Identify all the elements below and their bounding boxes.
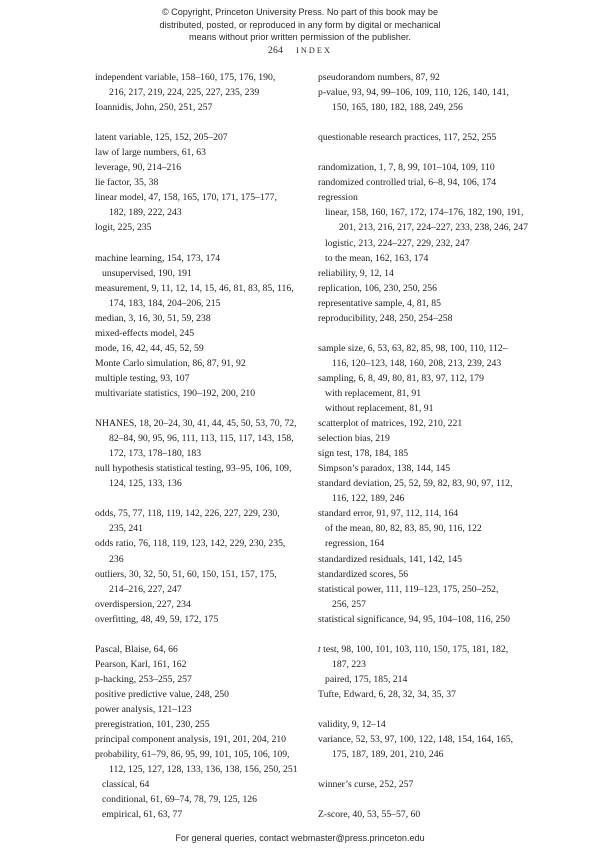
running-head (0, 45, 600, 56)
index-column-right (318, 70, 533, 822)
index-entry: statistical significance, 94, 95, 104–108, 116, 250 (318, 613, 511, 625)
index-entry: validity, 9, 12–14 (318, 719, 386, 731)
index-entry: lie factor, 35, 38 (95, 177, 159, 189)
index-subentry: paired, 175, 185, 214 (325, 673, 408, 685)
index-entry: linear model, 47, 158, 165, 170, 171, 175–177, (95, 192, 277, 204)
index-entry: Ioannidis, John, 250, 251, 257 (95, 102, 213, 114)
index-group-separator (318, 702, 533, 717)
index-entry: sample size, 6, 53, 63, 82, 85, 98, 100, 110, 112– (318, 342, 508, 354)
index-subentry: of the mean, 80, 82, 83, 85, 90, 116, 122 (325, 523, 482, 535)
index-subentry: without replacement, 81, 91 (325, 403, 434, 415)
index-entry: odds, 75, 77, 118, 119, 142, 226, 227, 229, 230, (95, 508, 280, 520)
index-entry-continuation: 187, 223 (332, 658, 366, 670)
index-entry-continuation: 214–216, 227, 247 (109, 583, 182, 595)
copyright-line-1: © Copyright, Princeton University Press. No part of this book may be (161, 7, 439, 17)
copyright-line-2: distributed, posted, or reproduced in any form by digital or mechanical (159, 19, 441, 30)
index-subentry: logistic, 213, 224–227, 229, 232, 247 (325, 237, 470, 249)
index-entry-continuation: 236 (109, 553, 124, 565)
index-entry: p-hacking, 253–255, 257 (95, 673, 192, 685)
index-group-separator (318, 762, 533, 777)
index-entry-continuation: 172, 173, 178–180, 183 (109, 448, 202, 460)
running-head-label: INDEX (296, 46, 332, 55)
index-entry-continuation: 201, 213, 216, 217, 224–227, 233, 238, 246, 247 (339, 222, 528, 234)
index-entry: t test, 98, 100, 101, 103, 110, 150, 175, 181, 182, (318, 643, 509, 655)
index-entry: Simpson’s paradox, 138, 144, 145 (318, 463, 451, 475)
index-entry: selection bias, 219 (318, 433, 390, 445)
index-entry: outliers, 30, 32, 50, 51, 60, 150, 151, 157, 175, (95, 568, 277, 580)
index-entry: questionable research practices, 117, 252, 255 (318, 132, 497, 144)
copyright-notice (95, 6, 505, 44)
index-entry: standardized residuals, 141, 142, 145 (318, 553, 462, 565)
index-entry: multiple testing, 93, 107 (95, 372, 190, 384)
index-entry: randomization, 1, 7, 8, 99, 101–104, 109, 110 (318, 162, 495, 174)
page-number: 264 (268, 45, 284, 56)
index-subentry: linear, 158, 160, 167, 172, 174–176, 182, 190, 191, (325, 207, 524, 219)
index-subentry: to the mean, 162, 163, 174 (325, 252, 429, 264)
index-subentry: conditional, 61, 69–74, 78, 79, 125, 126 (102, 794, 257, 806)
index-group-separator (95, 627, 310, 642)
index-entry-continuation: 175, 187, 189, 201, 210, 246 (332, 749, 444, 761)
index-subentry: with replacement, 81, 91 (325, 387, 422, 399)
copyright-line-3: means without prior written permission of the publisher. (189, 32, 411, 43)
index-entry: independent variable, 158–160, 175, 176, 190, (95, 72, 276, 83)
index-subentry: regression, 164 (325, 538, 385, 550)
index-entry: replication, 106, 230, 250, 256 (318, 282, 437, 294)
index-group-separator (318, 792, 533, 807)
index-entry: power analysis, 121–123 (95, 703, 192, 715)
index-entry-continuation: 235, 241 (109, 523, 143, 535)
index-entry: Pearson, Karl, 161, 162 (95, 658, 187, 670)
index-entry: logit, 225, 235 (95, 222, 152, 234)
index-entry: variance, 52, 53, 97, 100, 122, 148, 154, 164, 165, (318, 734, 514, 746)
index-group-separator (318, 627, 533, 642)
index-entry: Z-score, 40, 53, 55–57, 60 (318, 809, 421, 821)
index-entry: overfitting, 48, 49, 59, 172, 175 (95, 613, 219, 625)
index-entry: reliability, 9, 12, 14 (318, 267, 394, 279)
index-entry: reproducibility, 248, 250, 254–258 (318, 312, 453, 324)
index-entry-continuation: 216, 217, 219, 224, 225, 227, 235, 239 (109, 87, 260, 99)
index-entry: NHANES, 18, 20–24, 30, 41, 44, 45, 50, 53, 70, 72, (95, 418, 297, 430)
index-group-separator (95, 401, 310, 416)
index-group-separator (95, 236, 310, 251)
index-entry: sign test, 178, 184, 185 (318, 448, 409, 460)
index-group-separator (318, 145, 533, 160)
index-entry: odds ratio, 76, 118, 119, 123, 142, 229, 230, 235, (95, 538, 286, 550)
index-entry: leverage, 90, 214–216 (95, 162, 182, 174)
index-entry: winner’s curse, 252, 257 (318, 779, 414, 791)
index-entry-continuation: 124, 125, 133, 136 (109, 478, 182, 490)
index-entry: standardized scores, 56 (318, 568, 409, 580)
index-entry: randomized controlled trial, 6–8, 94, 106, 174 (318, 177, 497, 189)
index-subentry: empirical, 61, 63, 77 (102, 809, 183, 821)
index-entry: median, 3, 16, 30, 51, 59, 238 (95, 312, 211, 324)
index-column-left (95, 70, 310, 822)
italic-term: t (318, 643, 321, 655)
index-entry: latent variable, 125, 152, 205–207 (95, 132, 228, 144)
index-entry: measurement, 9, 11, 12, 14, 15, 46, 81, 83, 85, 116, (95, 282, 294, 294)
index-entry: preregistration, 101, 230, 255 (95, 719, 210, 731)
index-entry: p-value, 93, 94, 99–106, 109, 110, 126, 140, 141, (318, 87, 509, 99)
index-entry: standard error, 91, 97, 112, 114, 164 (318, 508, 459, 520)
index-group-separator (318, 115, 533, 130)
index-entry: overdispersion, 227, 234 (95, 598, 191, 610)
index-group-separator (95, 491, 310, 506)
index-subentry: classical, 64 (102, 779, 150, 791)
index-entry: statistical power, 111, 119–123, 175, 250–252, (318, 583, 499, 595)
index-entry-continuation: 256, 257 (332, 598, 366, 610)
index-entry-continuation: 116, 120–123, 148, 160, 208, 213, 239, 243 (332, 357, 502, 369)
index-entry: scatterplot of matrices, 192, 210, 221 (318, 418, 463, 430)
index-entry: multivariate statistics, 190–192, 200, 210 (95, 387, 256, 399)
index-entry-continuation: 182, 189, 222, 243 (109, 207, 182, 219)
index-entry-continuation: 112, 125, 127, 128, 133, 136, 138, 156, 250, 251 (109, 764, 298, 776)
index-entry: Tufte, Edward, 6, 28, 32, 34, 35, 37 (318, 688, 456, 700)
index-entry-continuation: 150, 165, 180, 182, 188, 249, 256 (332, 102, 463, 114)
index-group-separator (95, 115, 310, 130)
index-entry: principal component analysis, 191, 201, 204, 210 (95, 734, 287, 746)
index-entry: pseudorandom numbers, 87, 92 (318, 72, 440, 83)
index-entry: Pascal, Blaise, 64, 66 (95, 643, 178, 655)
index-entry-continuation: 116, 122, 189, 246 (332, 493, 405, 505)
index-subentry: unsupervised, 190, 191 (102, 267, 192, 279)
index-entry-continuation: 174, 183, 184, 204–206, 215 (109, 297, 221, 309)
index-entry: sampling, 6, 8, 49, 80, 81, 83, 97, 112, 179 (318, 372, 484, 384)
index-entry: mode, 16, 42, 44, 45, 52, 59 (95, 342, 204, 354)
index-entry: law of large numbers, 61, 63 (95, 147, 206, 159)
index-entry-continuation: 82–84, 90, 95, 96, 111, 113, 115, 117, 143, 158, (109, 433, 294, 445)
index-entry: mixed-effects model, 245 (95, 327, 195, 339)
index-entry: representative sample, 4, 81, 85 (318, 297, 441, 309)
index-entry: machine learning, 154, 173, 174 (95, 252, 221, 264)
index-group-separator (318, 326, 533, 341)
index-entry: Monte Carlo simulation, 86, 87, 91, 92 (95, 357, 246, 369)
index-entry: probability, 61–79, 86, 95, 99, 101, 105, 106, 109, (95, 749, 290, 761)
footer-queries-line: For general queries, contact webmaster@press.princeton.edu (175, 833, 425, 843)
index-entry: standard deviation, 25, 52, 59, 82, 83, 90, 97, 112, (318, 478, 513, 490)
index-entry: regression (318, 192, 358, 204)
index-entry: positive predictive value, 248, 250 (95, 688, 229, 700)
index-entry: null hypothesis statistical testing, 93–95, 106, 109, (95, 463, 292, 475)
